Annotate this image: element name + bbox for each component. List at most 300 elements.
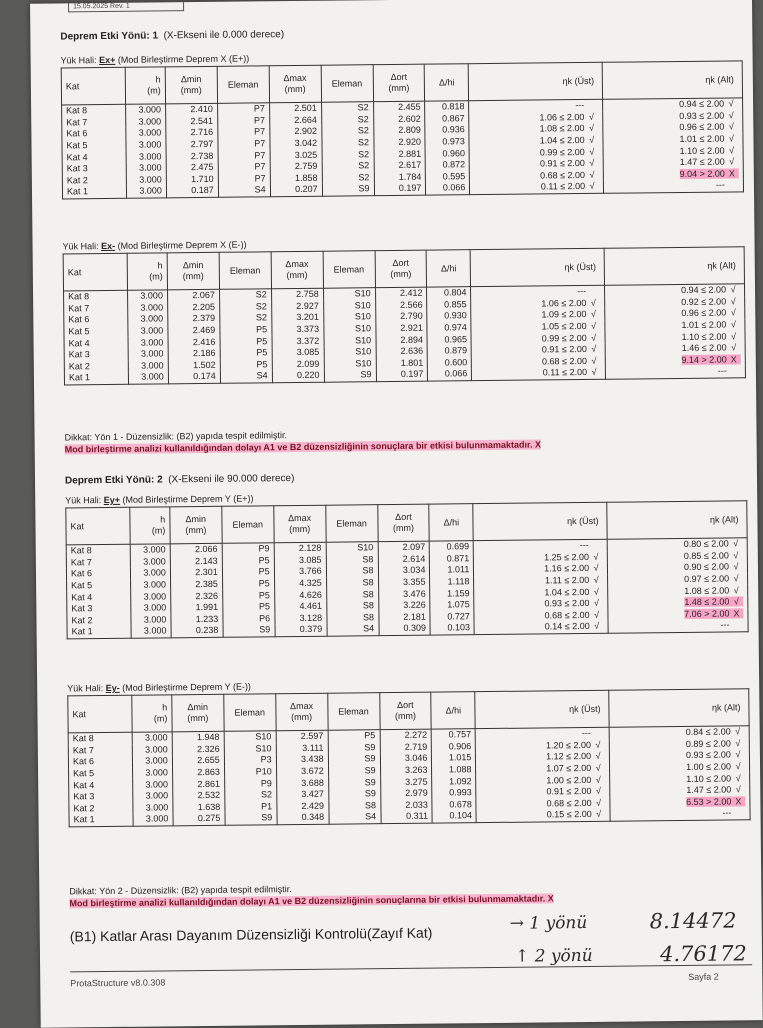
- check-mark-icon: √: [727, 343, 741, 354]
- handwritten-value-2: 4.76172: [660, 941, 747, 966]
- check-mark-icon: √: [726, 296, 740, 307]
- cell-dort: 0.197: [374, 183, 426, 196]
- col-dh: Δ/hi: [425, 64, 469, 101]
- cell-eleman-2: S8: [326, 600, 378, 612]
- check-mark-icon: X: [727, 354, 741, 365]
- cell-kat: Kat 5: [64, 326, 128, 338]
- cell-n-alt: 9.14 > 2.00 X: [605, 354, 745, 367]
- cell-eleman-2: S9: [328, 777, 380, 789]
- cell-dh: 0.974: [427, 322, 471, 334]
- check-mark-icon: √: [584, 112, 598, 123]
- cell-dh: 1.092: [432, 776, 476, 788]
- col-dh: Δ/hi: [429, 504, 473, 541]
- col-dh: Δ/hi: [431, 692, 475, 729]
- check-mark-icon: √: [587, 332, 601, 343]
- cell-n-ust: 1.25 ≤ 2.00 √: [474, 551, 608, 564]
- cell-dh: 1.088: [432, 764, 476, 776]
- cell-dort: 3.034: [378, 565, 430, 577]
- col-dort: Δort (mm): [373, 64, 425, 102]
- cell-eleman-1: P7: [217, 115, 269, 127]
- check-mark-icon: √: [592, 798, 606, 809]
- check-mark-icon: √: [726, 331, 740, 342]
- check-mark-icon: √: [731, 773, 745, 784]
- col-n-ust: ηk (Üst): [471, 248, 605, 286]
- cell-n-alt: 1.47 ≤ 2.00 √: [610, 784, 750, 797]
- cell-dh: 0.960: [426, 148, 470, 160]
- cell-n-alt: 1.10 ≤ 2.00 √: [603, 145, 743, 158]
- cell-dh: 0.993: [432, 787, 476, 799]
- cell-dh: 0.867: [425, 113, 469, 125]
- col-eleman-2: Eleman: [321, 65, 373, 103]
- cell-dmax: 2.758: [271, 288, 323, 301]
- cell-dort: 2.921: [375, 322, 427, 334]
- cell-dmin: 0.238: [171, 625, 223, 638]
- cell-dort: 2.894: [376, 334, 428, 346]
- check-mark-icon: √: [724, 122, 738, 133]
- cell-dh: 0.906: [432, 741, 476, 753]
- cell-eleman-1: P5: [222, 578, 274, 590]
- cell-dmin: 0.275: [173, 813, 225, 826]
- cell-dmax: 2.927: [271, 300, 323, 312]
- cell-eleman-2: S10: [326, 542, 378, 555]
- cell-dmax: 4.461: [274, 601, 326, 613]
- cell-dmin: 2.186: [168, 348, 220, 360]
- cell-dh: 1.011: [430, 564, 474, 576]
- cell-eleman-2: S9: [328, 788, 380, 800]
- cell-h: 3.000: [133, 779, 173, 791]
- cell-dmax: 4.626: [274, 589, 326, 601]
- cell-dh: 0.930: [427, 310, 471, 322]
- cell-kat: Kat 7: [64, 302, 128, 314]
- cell-eleman-2: S2: [321, 114, 373, 126]
- cell-h: 3.000: [133, 802, 173, 814]
- cell-dmin: 2.067: [167, 289, 219, 302]
- cell-eleman-2: S4: [327, 623, 379, 636]
- check-mark-icon: √: [587, 321, 601, 332]
- cell-dort: 3.355: [378, 576, 430, 588]
- check-mark-icon: √: [724, 99, 738, 110]
- cell-n-alt: 0.97 ≤ 2.00 √: [608, 573, 748, 586]
- col-n-ust: ηk (Üst): [469, 62, 603, 100]
- cell-dmax: 3.688: [276, 777, 328, 789]
- check-mark-icon: √: [590, 621, 604, 632]
- check-mark-icon: √: [726, 319, 740, 330]
- col-h: h (m): [130, 507, 170, 544]
- cell-eleman-1: P9: [224, 778, 276, 790]
- cell-kat: Kat 7: [62, 116, 126, 128]
- cell-eleman-2: S10: [324, 346, 376, 358]
- cell-kat: Kat 3: [62, 163, 126, 175]
- check-mark-icon: √: [729, 585, 743, 596]
- cell-eleman-2: S2: [322, 149, 374, 161]
- cell-eleman-1: P7: [218, 161, 270, 173]
- check-mark-icon: √: [585, 170, 599, 181]
- cell-dort: 2.809: [373, 125, 425, 137]
- cell-dmax: 0.207: [270, 184, 322, 197]
- cell-n-ust: 1.09 ≤ 2.00 √: [471, 309, 605, 322]
- cell-eleman-1: S10: [224, 743, 276, 755]
- cell-eleman-2: S8: [328, 800, 380, 812]
- cell-dort: 0.197: [376, 369, 428, 382]
- cell-kat: Kat 7: [68, 744, 132, 756]
- cell-kat: Kat 3: [67, 603, 131, 615]
- cell-dort: 2.097: [378, 541, 430, 554]
- handwritten-label-2: ↑ 2 yönü: [515, 946, 593, 967]
- cell-n-ust: 0.91 ≤ 2.00 √: [470, 158, 604, 171]
- cell-n-ust: 0.11 ≤ 2.00 √: [472, 367, 606, 380]
- cell-kat: Kat 4: [69, 779, 133, 791]
- cell-kat: Kat 6: [64, 314, 128, 326]
- cell-dh: 0.678: [432, 799, 476, 811]
- col-dmin: Δmin (mm): [172, 694, 224, 732]
- cell-eleman-2: S9: [328, 765, 380, 777]
- cell-n-alt: ---: [604, 179, 744, 193]
- cell-dort: 0.311: [381, 811, 433, 824]
- cell-h: 3.000: [128, 325, 168, 337]
- warning-direction-1: Dikkat: Yön 1 - Düzensizlik: (B2) yapıda tespit edilmiştir. Mod birleştirme analizi kullanıldığından dolayı A1 ve B2 düzensizliğinin sonuçlara bir etkisi bulunmamaktadır. X: [65, 426, 542, 455]
- check-mark-icon: √: [589, 575, 603, 586]
- cell-dmin: 2.143: [170, 555, 222, 567]
- cell-kat: Kat 5: [62, 140, 126, 152]
- cell-kat: Kat 2: [69, 802, 133, 814]
- cell-kat: Kat 1: [64, 372, 128, 385]
- cell-h: 3.000: [125, 104, 165, 117]
- cell-eleman-2: S2: [321, 102, 373, 115]
- cell-dh: 0.936: [425, 124, 469, 136]
- check-mark-icon: √: [585, 181, 599, 192]
- cell-eleman-1: S2: [219, 289, 271, 302]
- cell-dh: 1.015: [432, 752, 476, 764]
- cell-kat: Kat 6: [62, 128, 126, 140]
- cell-n-alt: 0.92 ≤ 2.00 √: [605, 296, 745, 309]
- cell-eleman-1: S10: [224, 731, 276, 744]
- cell-dh: 0.727: [430, 611, 474, 623]
- cell-dmin: 2.326: [172, 743, 224, 755]
- cell-dmax: 3.372: [272, 335, 324, 347]
- check-mark-icon: √: [729, 573, 743, 584]
- cell-eleman-1: P7: [218, 138, 270, 150]
- check-mark-icon: X: [725, 168, 739, 179]
- cell-n-ust: 1.04 ≤ 2.00 √: [474, 586, 608, 599]
- cell-n-ust: 1.04 ≤ 2.00 √: [469, 135, 603, 148]
- cell-n-alt: 0.93 ≤ 2.00 √: [603, 110, 743, 123]
- cell-dort: 2.033: [380, 799, 432, 811]
- check-mark-icon: √: [724, 133, 738, 144]
- cell-dort: 2.617: [374, 160, 426, 172]
- col-h: h (m): [132, 695, 172, 732]
- cell-n-ust: 0.91 ≤ 2.00 √: [472, 344, 606, 357]
- cell-eleman-1: S2: [220, 312, 272, 324]
- cell-n-alt: ---: [610, 807, 750, 821]
- check-mark-icon: √: [731, 727, 745, 738]
- cell-h: 3.000: [133, 813, 173, 826]
- check-mark-icon: √: [729, 539, 743, 550]
- cell-dort: 0.309: [379, 623, 431, 636]
- col-eleman-1: Eleman: [219, 252, 271, 290]
- col-eleman-2: Eleman: [325, 505, 377, 543]
- check-mark-icon: √: [590, 610, 604, 621]
- handwritten-value-1: 8.14472: [650, 908, 737, 933]
- cell-dmin: 2.541: [166, 115, 218, 127]
- load-case-title: Yük Hali: Ex- (Mod Birleştirme Deprem X (E-)): [63, 240, 247, 252]
- cell-dmax: 2.597: [276, 730, 328, 743]
- check-mark-icon: √: [589, 598, 603, 609]
- cell-dmin: 1.710: [166, 173, 218, 185]
- cell-n-alt: 0.80 ≤ 2.00 √: [607, 538, 747, 552]
- cell-dort: 2.181: [378, 611, 430, 623]
- check-mark-icon: √: [725, 145, 739, 156]
- col-n-alt: ηk (Alt): [602, 61, 742, 99]
- cell-n-ust: 0.99 ≤ 2.00 √: [469, 146, 603, 159]
- cell-dmax: 3.111: [276, 742, 328, 754]
- cell-dmax: 2.902: [270, 126, 322, 138]
- col-n-ust: ηk (Üst): [475, 690, 609, 728]
- cell-eleman-1: P5: [220, 347, 272, 359]
- cell-dh: 0.699: [430, 541, 474, 554]
- cell-dort: 3.275: [380, 776, 432, 788]
- warning-direction-2: Dikkat: Yön 2 - Düzensizlik: (B2) yapıda tespit edilmiştir. Mod birleştirme analizi kullanıldığından dolayı A1 ve B2 düzensizliğinin sonuçlarına bir etkisi bulunmamaktadır. X: [69, 880, 554, 909]
- cell-eleman-1: P5: [222, 590, 274, 602]
- cell-h: 3.000: [132, 767, 172, 779]
- check-mark-icon: √: [587, 367, 601, 378]
- cell-dmin: 2.861: [172, 778, 224, 790]
- cell-kat: Kat 6: [68, 756, 132, 768]
- cell-h: 3.000: [132, 756, 172, 768]
- cell-dort: 2.636: [376, 346, 428, 358]
- cell-dmax: 3.128: [275, 612, 327, 624]
- col-kat: Kat: [61, 67, 125, 105]
- cell-eleman-2: S8: [326, 589, 378, 601]
- load-case-title: Yük Hali: Ex+ (Mod Birleştirme Deprem X (E+)): [61, 53, 250, 65]
- cell-eleman-2: S8: [327, 612, 379, 624]
- cell-n-alt: 1.00 ≤ 2.00 √: [610, 761, 750, 774]
- check-mark-icon: √: [587, 356, 601, 367]
- cell-dmin: 1.948: [172, 731, 224, 744]
- cell-dort: 2.719: [380, 741, 432, 753]
- cell-kat: Kat 1: [69, 814, 133, 827]
- cell-dort: 2.566: [375, 299, 427, 311]
- cell-dmax: 3.085: [272, 347, 324, 359]
- cell-eleman-1: P3: [224, 754, 276, 766]
- cell-dmin: 1.502: [168, 359, 220, 371]
- cell-dort: 2.790: [375, 311, 427, 323]
- cell-n-alt: 0.85 ≤ 2.00 √: [607, 550, 747, 563]
- cell-n-ust: 1.06 ≤ 2.00 √: [469, 111, 603, 124]
- cell-n-alt: 0.94 ≤ 2.00 √: [605, 284, 745, 298]
- cell-dmin: 2.326: [171, 590, 223, 602]
- cell-dmin: 0.174: [168, 371, 220, 384]
- cell-dh: 0.757: [432, 729, 476, 742]
- drift-table: [61, 60, 744, 199]
- cell-dmin: 2.475: [166, 162, 218, 174]
- cell-h: 3.000: [128, 360, 168, 372]
- handwritten-label-1: → 1 yönü: [510, 913, 588, 934]
- cell-dmax: 3.373: [272, 324, 324, 336]
- cell-eleman-2: S2: [322, 160, 374, 172]
- cell-eleman-1: S2: [219, 301, 271, 313]
- col-eleman-2: Eleman: [323, 251, 375, 289]
- check-mark-icon: √: [585, 135, 599, 146]
- cell-eleman-1: S4: [218, 184, 270, 197]
- cell-h: 3.000: [126, 116, 166, 128]
- cell-dmax: 3.672: [276, 765, 328, 777]
- cell-dh: 0.855: [427, 299, 471, 311]
- cell-eleman-2: S10: [323, 323, 375, 335]
- cell-dmin: 2.655: [172, 755, 224, 767]
- cell-dort: 2.614: [378, 553, 430, 565]
- cell-eleman-1: P7: [217, 103, 269, 116]
- cell-n-alt: 1.01 ≤ 2.00 √: [605, 319, 745, 332]
- cell-eleman-1: P1: [225, 801, 277, 813]
- col-n-alt: ηk (Alt): [604, 247, 744, 285]
- cell-eleman-2: S2: [322, 172, 374, 184]
- cell-eleman-1: P5: [220, 324, 272, 336]
- cell-dmax: 3.766: [274, 566, 326, 578]
- col-dmin: Δmin (mm): [170, 506, 222, 544]
- cell-kat: Kat 3: [64, 349, 128, 361]
- col-n-alt: ηk (Alt): [607, 501, 747, 539]
- check-mark-icon: √: [731, 761, 745, 772]
- cell-dh: 0.600: [428, 357, 472, 369]
- col-dmin: Δmin (mm): [167, 252, 219, 290]
- check-mark-icon: X: [731, 796, 745, 807]
- cell-dmin: 2.379: [168, 313, 220, 325]
- cell-n-ust: 0.68 ≤ 2.00 √: [476, 797, 610, 810]
- cell-dmax: 3.085: [274, 554, 326, 566]
- cell-dmin: 2.066: [170, 543, 222, 556]
- cell-eleman-2: P5: [328, 730, 380, 743]
- col-n-ust: ηk (Üst): [473, 502, 607, 540]
- check-mark-icon: √: [591, 774, 605, 785]
- cell-dh: 0.818: [425, 101, 469, 114]
- cell-dmin: 2.205: [167, 301, 219, 313]
- cell-eleman-2: S10: [323, 311, 375, 323]
- cell-n-alt: 1.01 ≤ 2.00 √: [603, 133, 743, 146]
- col-eleman-2: Eleman: [327, 693, 379, 731]
- drift-table: [63, 246, 746, 385]
- cell-eleman-1: P7: [218, 173, 270, 185]
- cell-h: 3.000: [126, 162, 166, 174]
- cell-dmin: 2.469: [168, 325, 220, 337]
- cell-dort: 2.979: [380, 788, 432, 800]
- col-dmax: Δmax (mm): [269, 65, 321, 103]
- cell-eleman-2: S8: [326, 554, 378, 566]
- cell-dmax: 3.201: [271, 312, 323, 324]
- cell-dort: 1.784: [374, 171, 426, 183]
- col-eleman-1: Eleman: [224, 694, 276, 732]
- check-mark-icon: √: [589, 552, 603, 563]
- cell-dort: 2.272: [380, 729, 432, 742]
- cell-eleman-1: P5: [220, 336, 272, 348]
- cell-kat: Kat 7: [66, 556, 130, 568]
- cell-h: 3.000: [126, 186, 166, 199]
- cell-kat: Kat 4: [64, 337, 128, 349]
- cell-n-ust: 1.08 ≤ 2.00 √: [469, 123, 603, 136]
- cell-dh: 0.973: [425, 136, 469, 148]
- load-case-title: Yük Hali: Ey- (Mod Birleştirme Deprem Y (E-)): [67, 682, 251, 694]
- cell-dh: 0.879: [428, 345, 472, 357]
- cell-h: 3.000: [132, 744, 172, 756]
- cell-n-alt: 0.96 ≤ 2.00 √: [603, 122, 743, 135]
- cell-dort: 3.226: [378, 600, 430, 612]
- cell-dort: 2.920: [373, 136, 425, 148]
- cell-dmin: 2.863: [172, 767, 224, 779]
- check-mark-icon: √: [586, 309, 600, 320]
- col-dmax: Δmax (mm): [271, 251, 323, 289]
- cell-n-ust: ---: [476, 727, 610, 740]
- cell-kat: Kat 5: [67, 580, 131, 592]
- cell-dh: 0.804: [427, 287, 471, 300]
- cell-dort: 3.476: [378, 588, 430, 600]
- cell-eleman-1: S9: [223, 624, 275, 637]
- cell-eleman-2: S8: [326, 577, 378, 589]
- cell-eleman-1: P9: [222, 543, 274, 556]
- col-h: h (m): [125, 67, 165, 104]
- check-mark-icon: √: [591, 740, 605, 751]
- check-mark-icon: √: [729, 562, 743, 573]
- cell-n-alt: ---: [606, 365, 746, 379]
- cell-h: 3.000: [127, 290, 167, 303]
- cell-n-alt: 7.06 > 2.00 X: [608, 608, 748, 621]
- cell-dmin: 2.301: [170, 567, 222, 579]
- cell-dmin: 2.532: [173, 790, 225, 802]
- col-kat: Kat: [66, 507, 130, 545]
- cell-n-ust: ---: [471, 285, 605, 298]
- cell-dmin: 2.410: [165, 103, 217, 116]
- direction-2-title: Deprem Etki Yönü: 2 (X-Ekseni ile 90.000 derece): [65, 473, 294, 486]
- cell-h: 3.000: [126, 174, 166, 186]
- check-mark-icon: √: [731, 785, 745, 796]
- cell-eleman-2: S9: [322, 183, 374, 196]
- check-mark-icon: √: [591, 786, 605, 797]
- cell-h: 3.000: [130, 579, 170, 591]
- cell-dmin: 1.991: [171, 602, 223, 614]
- col-eleman-1: Eleman: [222, 506, 274, 544]
- cell-n-ust: 1.07 ≤ 2.00 √: [476, 763, 610, 776]
- cell-h: 3.000: [132, 732, 172, 745]
- cell-h: 3.000: [131, 602, 171, 614]
- cell-dmin: 0.187: [166, 185, 218, 198]
- cell-eleman-1: P5: [220, 359, 272, 371]
- cell-dh: 0.595: [426, 171, 470, 183]
- cell-dmax: 2.501: [269, 102, 321, 115]
- col-dh: Δ/hi: [427, 250, 471, 287]
- cell-dh: 0.103: [430, 622, 474, 635]
- cell-n-ust: 0.68 ≤ 2.00 √: [474, 609, 608, 622]
- check-mark-icon: √: [592, 809, 606, 820]
- check-mark-icon: √: [725, 157, 739, 168]
- cell-dmax: 3.042: [270, 138, 322, 150]
- cell-dmax: 1.858: [270, 172, 322, 184]
- cell-eleman-2: S4: [329, 811, 381, 824]
- cell-dort: 2.455: [373, 101, 425, 114]
- cell-h: 3.000: [126, 151, 166, 163]
- cell-eleman-1: S9: [225, 812, 277, 825]
- cell-h: 3.000: [131, 614, 171, 626]
- col-dmax: Δmax (mm): [275, 693, 327, 731]
- cell-dh: 0.965: [427, 334, 471, 346]
- cell-n-ust: 0.99 ≤ 2.00 √: [471, 332, 605, 345]
- cell-dmax: 3.438: [276, 754, 328, 766]
- cell-eleman-1: P7: [218, 150, 270, 162]
- cell-eleman-1: P6: [223, 613, 275, 625]
- cell-kat: Kat 6: [66, 568, 130, 580]
- drift-table: [65, 500, 748, 639]
- check-mark-icon: X: [729, 608, 743, 619]
- col-h: h (m): [127, 253, 167, 290]
- col-eleman-1: Eleman: [217, 66, 269, 104]
- cell-n-alt: 1.47 ≤ 2.00 √: [603, 156, 743, 169]
